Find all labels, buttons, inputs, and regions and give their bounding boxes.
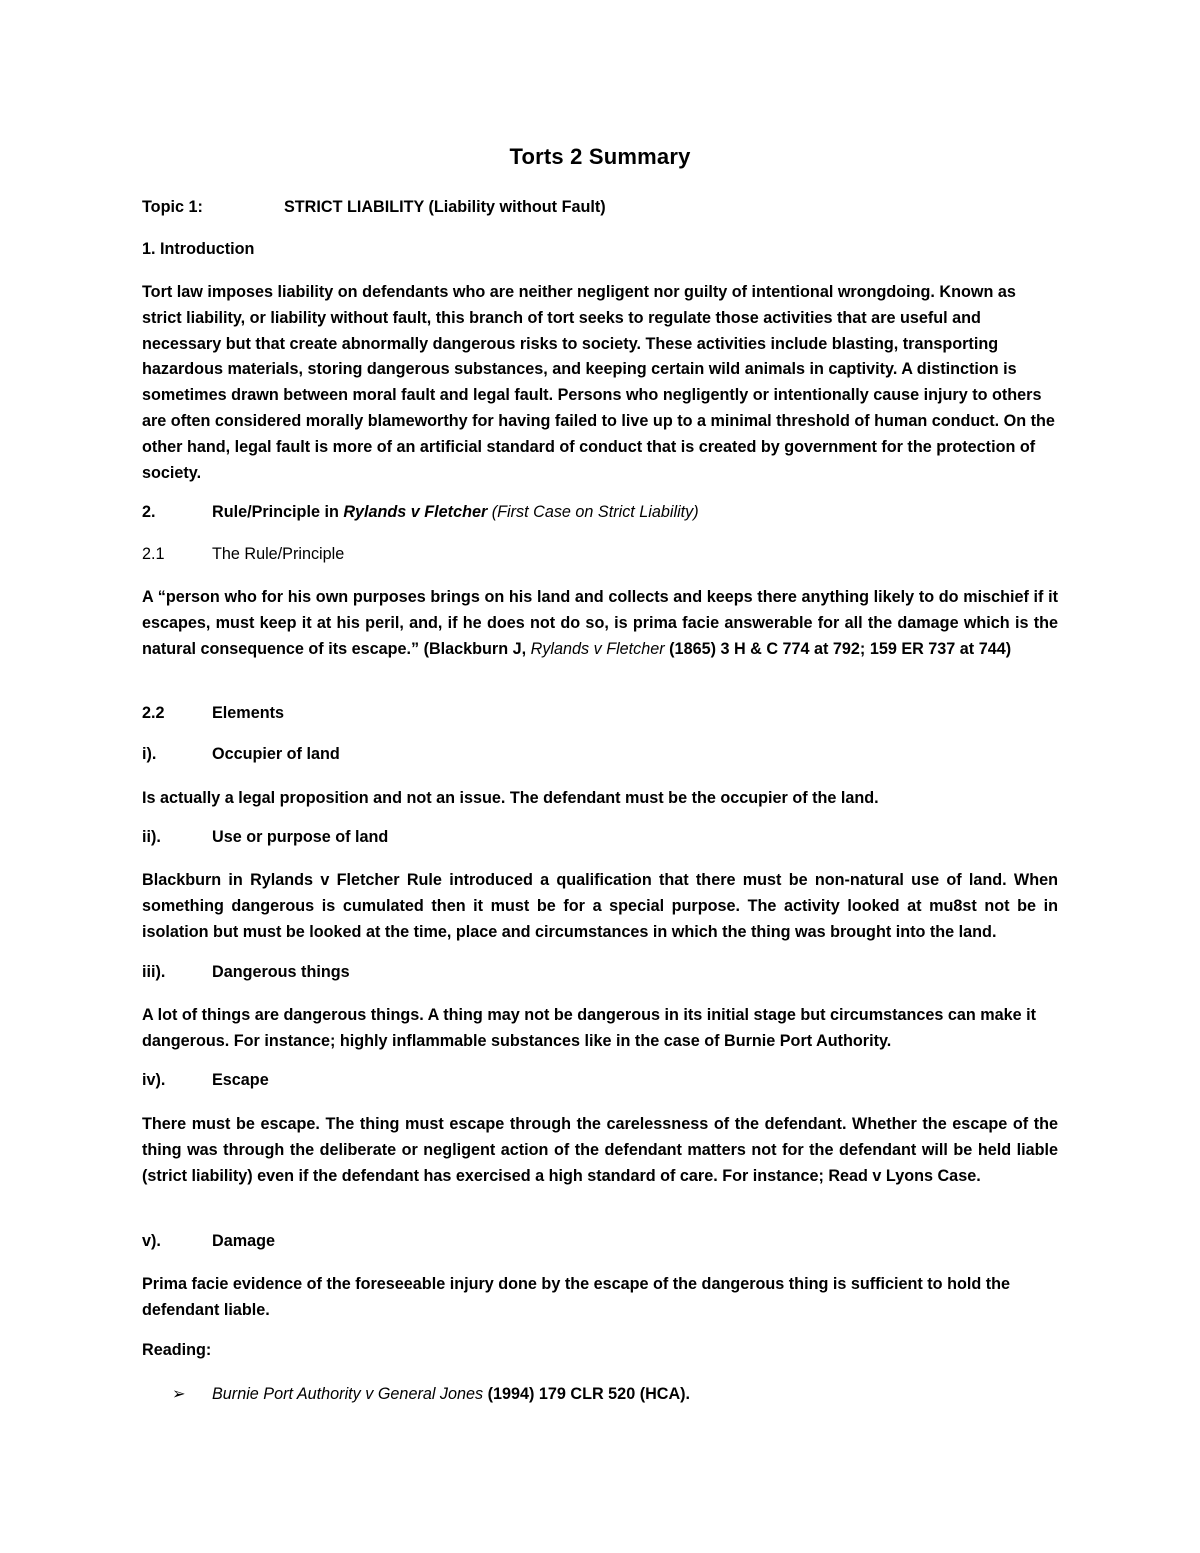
section-2-1-title: The Rule/Principle [212, 545, 345, 563]
rule-quote-case: Rylands v Fletcher [530, 639, 665, 658]
element-number: ii). [142, 828, 161, 846]
element-number: v). [142, 1232, 161, 1250]
element-title: Use or purpose of land [212, 828, 389, 846]
element-heading [142, 1071, 269, 1090]
element-number: iv). [142, 1071, 166, 1089]
reading-label: Reading: [142, 1341, 212, 1359]
section-2-case: Rylands v Fletcher [343, 503, 488, 521]
element-number: iii). [142, 963, 166, 981]
reading-item [172, 1384, 690, 1404]
element-heading [142, 1232, 275, 1251]
element-heading [142, 745, 340, 764]
element-heading [142, 963, 350, 982]
section-2-number: 2. [142, 503, 156, 521]
intro-heading: 1. Introduction [142, 240, 255, 258]
topic-heading [142, 198, 606, 217]
element-body: Is actually a legal proposition and not an issue. The defendant must be the occupier of the land. [142, 789, 879, 807]
rule-quote-citation: (1865) 3 H & C 774 at 792; 159 ER 737 at 744) [664, 639, 1012, 658]
element-title: Escape [212, 1071, 269, 1089]
section-2-2-title: Elements [212, 704, 284, 722]
section-2-1-number: 2.1 [142, 545, 165, 563]
element-body: There must be escape. The thing must escape through the carelessness of the defendant. Whether the escape of the thing was through the deliberate or negligent action of the defendant matters not for the defendant will be held liable (strict liability) even if the defendant has exercised a high standard of care. For instance; Read v Lyons Case. [142, 1115, 1058, 1185]
element-title: Damage [212, 1232, 275, 1250]
element-body: Blackburn in Rylands v Fletcher Rule introduced a qualification that there must be non-natural use of land. When something dangerous is cumulated then it must be for a special purpose. The activity looked at mu8st not be in isolation but must be looked at the time, place and circumstances in which the thing was brought into the land. [142, 871, 1058, 941]
intro-paragraph: Tort law imposes liability on defendants who are neither negligent nor guilty of intentional wrongdoing. Known as strict liability, or liability without fault, this branch of tort seeks to regulate those activities that are useful and necessary but that create abnormally dangerous risks to society. These activities include blasting, transporting hazardous materials, storing dangerous substances, and keeping certain wild animals in captivity. A distinction is sometimes drawn between moral fault and legal fault. Persons who negligently or intentionally cause injury to others are often considered morally blameworthy for having failed to live up to a minimal threshold of human conduct. On the other hand, legal fault is more of an artificial standard of conduct that is created by government for the protection of society. [142, 283, 1055, 482]
page-title: Torts 2 Summary [509, 144, 691, 169]
section-2-1-heading [142, 545, 344, 564]
element-number: i). [142, 745, 157, 763]
topic-label: Topic 1: [142, 198, 203, 216]
rule-quote-paragraph [142, 585, 1058, 662]
rule-quote-text: A “person who for his own purposes brings on his land and collects and keeps there anything likely to do mischief if it escapes, must keep it at his peril, and, if he does not do so, is prima facie answerable for all the damage which is the natural consequence of its escape.” (Blackburn J, [142, 588, 1058, 658]
section-2-2-heading [142, 704, 284, 723]
element-title: Occupier of land [212, 745, 340, 763]
section-2-prefix: Rule/Principle in [212, 503, 344, 521]
section-2-2-number: 2.2 [142, 704, 165, 722]
element-body: Prima facie evidence of the foreseeable injury done by the escape of the dangerous thing is sufficient to hold the defendant liable. [142, 1275, 1011, 1319]
element-body: A lot of things are dangerous things. A thing may not be dangerous in its initial stage but circumstances can make it dangerous. For instance; highly inflammable substances like in the case of Burnie Port Authority. [142, 1006, 1037, 1050]
reading-case-name: Burnie Port Authority v General Jones [212, 1385, 484, 1403]
element-heading [142, 828, 388, 847]
reading-citation: (1994) 179 CLR 520 (HCA). [483, 1385, 691, 1403]
arrow-bullet-icon: ➢ [172, 1385, 186, 1403]
topic-text: STRICT LIABILITY (Liability without Fault) [284, 198, 606, 216]
section-2-suffix: (First Case on Strict Liability) [487, 503, 699, 521]
element-title: Dangerous things [212, 963, 350, 981]
section-2-heading [142, 503, 699, 522]
